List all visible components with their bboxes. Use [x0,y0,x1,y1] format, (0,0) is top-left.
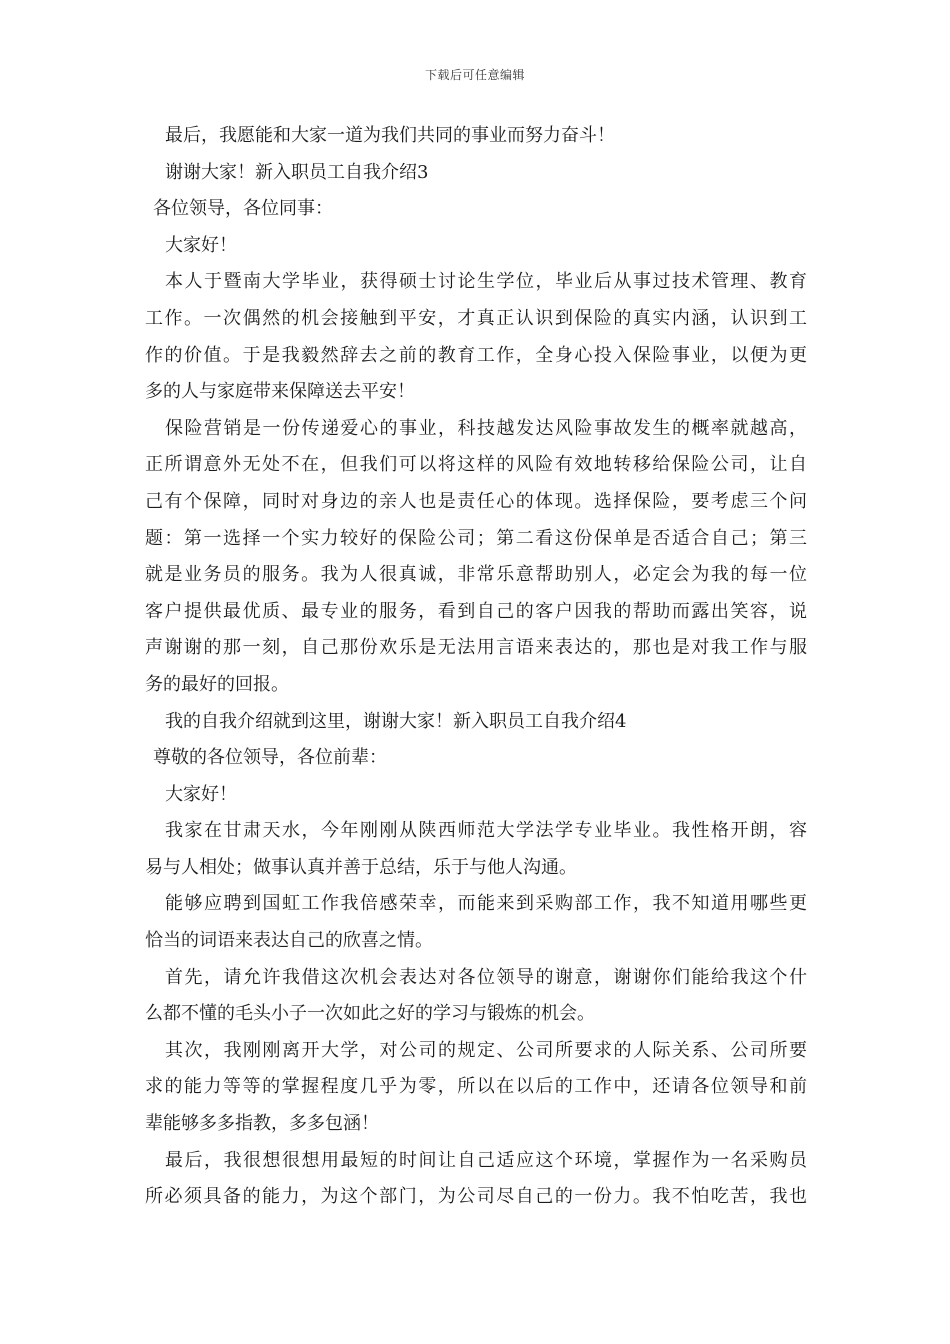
text-line: 易与人相处；做事认真并善于总结，乐于与他人沟通。 [145,856,577,878]
text-line: 作的价值。于是我毅然辞去之前的教育工作，全身心投入保险事业，以便为更 [145,344,807,366]
page-header: 下载后可任意编辑 [424,68,525,82]
text-line: 其次，我刚刚离开大学，对公司的规定、公司所要求的人际关系、公司所要 [165,1039,807,1061]
document-body [145,118,807,1216]
text-line: 务的最好的回报。 [145,673,289,695]
text-line: 各位领导，各位同事： [153,198,333,220]
text-line: 正所谓意外无处不在，但我们可以将这样的风险有效地转移给保险公司，让自 [145,454,807,476]
text-line: 尊敬的各位领导，各位前辈： [153,747,387,769]
text-line: 首先，请允许我借这次机会表达对各位领导的谢意，谢谢你们能给我这个什 [165,966,807,988]
text-line: 辈能够多多指教，多多包涵！ [145,1113,379,1135]
text-line: 么都不懂的毛头小子一次如此之好的学习与锻炼的机会。 [145,1003,595,1025]
text-line: 己有个保障，同时对身边的亲人也是责任心的体现。选择保险，要考虑三个问 [145,490,807,512]
text-line: 题：第一选择一个实力较好的保险公司；第二看这份保单是否适合自己；第三 [145,527,807,549]
text-line: 本人于暨南大学毕业，获得硕士讨论生学位，毕业后从事过技术管理、教育 [165,271,807,293]
text-line: 所必须具备的能力，为这个部门，为公司尽自己的一份力。我不怕吃苦，我也 [145,1186,807,1208]
text-line: 大家好！ [165,783,237,805]
text-line: 就是业务员的服务。我为人很真诚，非常乐意帮助别人，必定会为我的每一位 [145,564,807,586]
text-line: 多的人与家庭带来保障送去平安！ [145,381,415,403]
text-line: 最后，我愿能和大家一道为我们共同的事业而努力奋斗！ [165,125,615,146]
text-line: 恰当的词语来表达自己的欣喜之情。 [145,930,433,952]
text-line: 声谢谢的那一刻，自己那份欢乐是无法用言语来表达的，那也是对我工作与服 [145,637,807,659]
text-line: 保险营销是一份传递爱心的事业，科技越发达风险事故发生的概率就越高， [165,417,807,439]
text-line: 求的能力等等的掌握程度几乎为零，所以在以后的工作中，还请各位领导和前 [145,1076,807,1098]
text-line: 工作。一次偶然的机会接触到平安，才真正认识到保险的真实内涵，认识到工 [145,307,807,329]
text-line: 能够应聘到国虹工作我倍感荣幸，而能来到采购部工作，我不知道用哪些更 [165,893,807,915]
text-line: 谢谢大家！新入职员工自我介绍3 [165,161,429,183]
text-line: 我的自我介绍就到这里，谢谢大家！新入职员工自我介绍4 [165,710,627,732]
text-line: 大家好！ [165,234,237,256]
text-line: 最后，我很想很想用最短的时间让自己适应这个环境，掌握作为一名采购员 [165,1149,807,1171]
text-line: 我家在甘肃天水，今年刚刚从陕西师范大学法学专业毕业。我性格开朗，容 [165,820,807,842]
text-line: 客户提供最优质、最专业的服务，看到自己的客户因我的帮助而露出笑容，说 [145,600,807,622]
